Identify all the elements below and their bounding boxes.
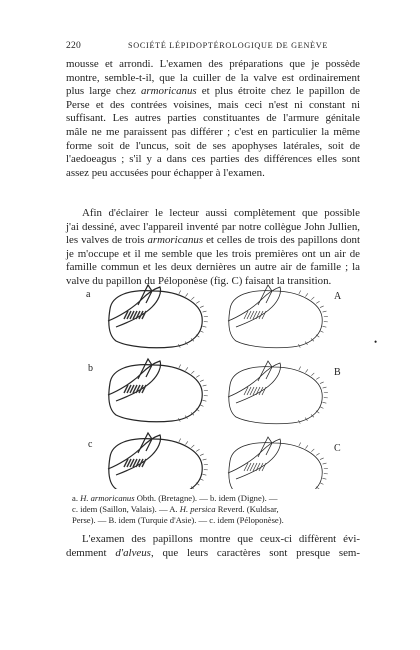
valve-drawings: [72, 277, 362, 489]
valve-A: [228, 285, 328, 348]
caption-line: c. idem (Saillon, Valais). — A. H. persica Reverd. (Kuldsar,: [72, 504, 279, 514]
page-header: [66, 40, 358, 54]
text-line: demment d'alveus, que leurs caractères sont presque sem-: [66, 546, 361, 559]
valve-B: [228, 361, 328, 424]
figure-caption: [72, 493, 362, 526]
text-line: l'aedoeagus ; s'il y a dans ces parties des différences elles sont: [66, 153, 360, 166]
text-line: mousse et arrondi. L'examen des préparations que je possède: [66, 58, 360, 70]
figure-label-B: B: [334, 367, 341, 378]
running-head: SOCIÉTÉ LÉPIDOPTÉROLOGIQUE DE GENÈVE: [128, 40, 329, 50]
text-line: assez peu accusées pour échapper à l'examen.: [66, 166, 265, 179]
page-number: 220: [66, 40, 81, 51]
text-line: les valves de trois armoricanus et celles de trois des papillons dont: [66, 234, 360, 247]
figure-label-a: a: [86, 289, 91, 300]
margin-mark: •: [374, 337, 378, 347]
text-line: Perse et des contrées voisines, mais ceci n'est ni constant ni: [66, 98, 360, 111]
text-line: je m'occupe et il me semble que les trois premières ont un air de: [66, 247, 360, 260]
text-line: montre, semble-t-il, que la cuiller de la valve est ordinairement: [66, 71, 360, 84]
text-line: Afin d'éclairer le lecteur aussi complètement que possible: [82, 207, 360, 219]
text-line: plus large chez armoricanus et plus étroite chez le papillon de: [66, 85, 360, 98]
valve-c: [108, 433, 208, 489]
paragraph-3: [66, 533, 360, 560]
caption-line: a. H. armoricanus Obth. (Bretagne). — b. idem (Digne). —: [72, 493, 278, 503]
paragraph-1: [66, 58, 360, 180]
text-line: forme soit de l'uncus, soit de ses apophyses latérales, soit de: [66, 139, 360, 152]
text-line: j'ai dessiné, avec l'appareil inventé par notre collègue John Jullien,: [66, 220, 360, 233]
figure-label-c: c: [88, 439, 93, 450]
figure-label-A: A: [334, 291, 342, 302]
text-line: suffisant. Les autres parties constituantes de l'armure génitale: [66, 112, 360, 125]
figure-label-C: C: [334, 443, 341, 454]
figure-label-b: b: [88, 363, 93, 374]
caption-line: Perse). — B. idem (Turquie d'Asie). — c. idem (Péloponèse).: [72, 515, 284, 525]
valve-figure: [72, 277, 362, 489]
text-line: valve du papillon du Péloponèse (fig. C) faisant la transition.: [66, 274, 332, 287]
text-line: famille commun et les deux dernières un autre air de famille ; la: [66, 261, 360, 274]
valve-a: [108, 285, 208, 348]
valve-C: [228, 437, 328, 489]
text-line: mâle ne me paraissent pas différer ; c'est en particulier la même: [66, 125, 360, 138]
valve-b: [108, 359, 208, 422]
text-line: L'examen des papillons montre que ceux-ci diffèrent évi-: [82, 533, 360, 545]
